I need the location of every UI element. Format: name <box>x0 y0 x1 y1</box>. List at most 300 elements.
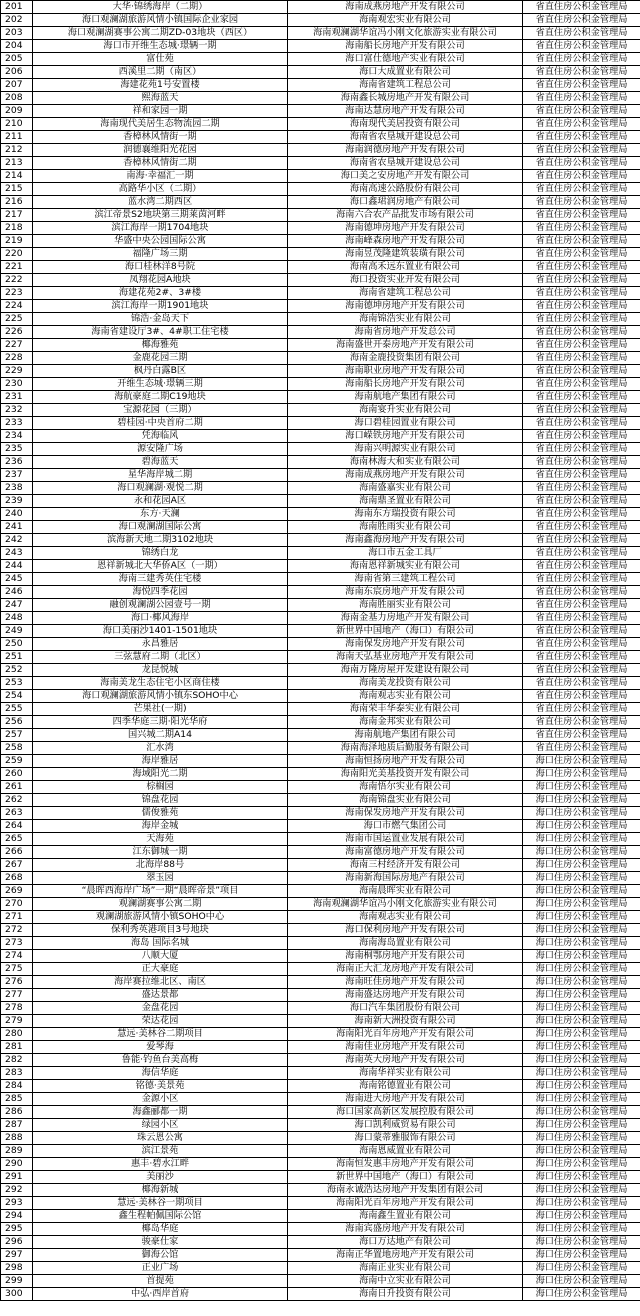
table-row <box>1 430 640 443</box>
project-name-cell: 源安隆广场 <box>33 443 288 456</box>
row-number-cell: 263 <box>1 807 33 820</box>
table-row <box>1 118 640 131</box>
row-number-cell: 249 <box>1 625 33 638</box>
row-number-cell: 297 <box>1 1249 33 1262</box>
fund-authority-cell: 省直住房公积金管理局 <box>523 118 640 131</box>
fund-authority-cell: 海口住房公积金管理局 <box>523 768 640 781</box>
fund-authority-cell: 海口住房公积金管理局 <box>523 781 640 794</box>
project-name-cell: 慧远·美林谷一期项目 <box>33 1197 288 1210</box>
developer-name-cell: 海南六合农产品批发市场有限公司 <box>288 209 523 222</box>
developer-name-cell: 海南鑫长城房地产开发有限公司 <box>288 92 523 105</box>
project-name-cell: 锦绣白龙 <box>33 547 288 560</box>
project-name-cell: 国兴城二期A14 <box>33 729 288 742</box>
row-number-cell: 268 <box>1 872 33 885</box>
developer-name-cell: 海口碧桂园置业有限公司 <box>288 417 523 430</box>
project-name-cell: 汇水湾 <box>33 742 288 755</box>
developer-name-cell: 海南润德房地产开发有限公司 <box>288 144 523 157</box>
fund-authority-cell: 海口住房公积金管理局 <box>523 807 640 820</box>
developer-name-cell: 海南鑫海房地产开发有限公司 <box>288 534 523 547</box>
developer-name-cell: 海口汽车集团股份有限公司 <box>288 1002 523 1015</box>
developer-name-cell: 海南省建筑工程总公司 <box>288 287 523 300</box>
project-name-cell: 海建花苑1号安置楼 <box>33 79 288 92</box>
developer-name-cell: 海南观澜湖华谊冯小刚文化旅游实业有限公司 <box>288 898 523 911</box>
project-name-cell: 碧桂园·中央首府二期 <box>33 417 288 430</box>
row-number-cell: 220 <box>1 248 33 261</box>
project-name-cell: 华盛中央公园国际公寓 <box>33 235 288 248</box>
fund-authority-cell: 海口住房公积金管理局 <box>523 1054 640 1067</box>
developer-name-cell: 海南达慧房地产开发有限公司 <box>288 105 523 118</box>
row-number-cell: 214 <box>1 170 33 183</box>
table-row <box>1 183 640 196</box>
project-name-cell: 美丽沙 <box>33 1171 288 1184</box>
developer-name-cell: 海南东方瑞投资有限公司 <box>288 508 523 521</box>
fund-authority-cell: 海口住房公积金管理局 <box>523 976 640 989</box>
row-number-cell: 287 <box>1 1119 33 1132</box>
fund-authority-cell: 省直住房公积金管理局 <box>523 469 640 482</box>
table-row <box>1 313 640 326</box>
table-row <box>1 989 640 1002</box>
developer-name-cell: 海口富仕德地产实业有限公司 <box>288 53 523 66</box>
row-number-cell: 202 <box>1 14 33 27</box>
table-row <box>1 27 640 40</box>
row-number-cell: 285 <box>1 1093 33 1106</box>
table-row <box>1 469 640 482</box>
table-row <box>1 105 640 118</box>
row-number-cell: 204 <box>1 40 33 53</box>
developer-name-cell: 海南盛嘉实业有限公司 <box>288 482 523 495</box>
project-name-cell: 西溪里二期（南区） <box>33 66 288 79</box>
developer-name-cell: 海南船长房地产开发有限公司 <box>288 40 523 53</box>
project-name-cell: 海口·椰风海岸 <box>33 612 288 625</box>
table-row <box>1 1288 640 1301</box>
developer-name-cell: 海口鑫珺润房地产有限公司 <box>288 196 523 209</box>
developer-name-cell: 海南省农垦城开建设总公司 <box>288 157 523 170</box>
table-row <box>1 508 640 521</box>
developer-name-cell: 海南职业房地产开发有限公司 <box>288 365 523 378</box>
developer-name-cell: 海南锦浩实业有限公司 <box>288 313 523 326</box>
row-number-cell: 215 <box>1 183 33 196</box>
fund-authority-cell: 省直住房公积金管理局 <box>523 300 640 313</box>
table-row <box>1 950 640 963</box>
project-name-cell: 海南三建秀英住宅楼 <box>33 573 288 586</box>
table-row <box>1 638 640 651</box>
fund-authority-cell: 省直住房公积金管理局 <box>523 495 640 508</box>
developer-name-cell: 海南金鹿投资集团有限公司 <box>288 352 523 365</box>
row-number-cell: 252 <box>1 664 33 677</box>
fund-authority-cell: 海口住房公积金管理局 <box>523 911 640 924</box>
row-number-cell: 270 <box>1 898 33 911</box>
developer-name-cell: 海南省建筑工程总公司 <box>288 79 523 92</box>
fund-authority-cell: 海口住房公积金管理局 <box>523 794 640 807</box>
table-row <box>1 1275 640 1288</box>
project-name-cell: “晨晖西海岸广场”一期“晨晖帝景”项目 <box>33 885 288 898</box>
fund-authority-cell: 省直住房公积金管理局 <box>523 131 640 144</box>
project-name-cell: 海口观澜湖·观悦二期 <box>33 482 288 495</box>
row-number-cell: 217 <box>1 209 33 222</box>
fund-authority-cell: 海口住房公积金管理局 <box>523 1132 640 1145</box>
row-number-cell: 243 <box>1 547 33 560</box>
developer-name-cell: 海南恩威置业有限公司 <box>288 1145 523 1158</box>
developer-name-cell: 海口嵘铁房地产开发有限公司 <box>288 430 523 443</box>
fund-authority-cell: 海口住房公积金管理局 <box>523 1275 640 1288</box>
table-row <box>1 937 640 950</box>
project-name-cell: 海岸雅居 <box>33 755 288 768</box>
row-number-cell: 259 <box>1 755 33 768</box>
fund-authority-cell: 海口住房公积金管理局 <box>523 1067 640 1080</box>
fund-authority-cell: 省直住房公积金管理局 <box>523 521 640 534</box>
table-row <box>1 898 640 911</box>
project-name-cell: 海口观澜湖赛事公寓二期ZD-03地块（西区） <box>33 27 288 40</box>
table-row <box>1 274 640 287</box>
fund-authority-cell: 海口住房公积金管理局 <box>523 1028 640 1041</box>
fund-authority-cell: 省直住房公积金管理局 <box>523 248 640 261</box>
row-number-cell: 232 <box>1 404 33 417</box>
project-name-cell: 江东御城一期 <box>33 846 288 859</box>
developer-name-cell: 海口市五金工具厂 <box>288 547 523 560</box>
row-number-cell: 293 <box>1 1197 33 1210</box>
fund-authority-cell: 省直住房公积金管理局 <box>523 599 640 612</box>
project-name-cell: 爱琴海 <box>33 1041 288 1054</box>
table-row <box>1 885 640 898</box>
developer-name-cell: 海南美龙投资有限公司 <box>288 677 523 690</box>
row-number-cell: 250 <box>1 638 33 651</box>
project-name-cell: 北海岸88号 <box>33 859 288 872</box>
row-number-cell: 257 <box>1 729 33 742</box>
project-name-cell: 八顺大厦 <box>33 950 288 963</box>
table-row <box>1 729 640 742</box>
project-name-cell: 椰海新城 <box>33 1184 288 1197</box>
row-number-cell: 266 <box>1 846 33 859</box>
table-row <box>1 716 640 729</box>
row-number-cell: 227 <box>1 339 33 352</box>
fund-authority-cell: 省直住房公积金管理局 <box>523 27 640 40</box>
table-row <box>1 781 640 794</box>
row-number-cell: 226 <box>1 326 33 339</box>
table-row <box>1 625 640 638</box>
table-row <box>1 1197 640 1210</box>
table-row <box>1 976 640 989</box>
project-name-cell: 观澜湖赛事公寓二期 <box>33 898 288 911</box>
table-row <box>1 573 640 586</box>
developer-name-cell: 海南佳业房地产开发有限公司 <box>288 1041 523 1054</box>
fund-authority-cell: 省直住房公积金管理局 <box>523 326 640 339</box>
row-number-cell: 296 <box>1 1236 33 1249</box>
project-name-cell: 盛达景都 <box>33 989 288 1002</box>
fund-authority-cell: 省直住房公积金管理局 <box>523 482 640 495</box>
project-name-cell: 御海公馆 <box>33 1249 288 1262</box>
developer-name-cell: 海南盛世开泰房地产开发有限公司 <box>288 339 523 352</box>
table-row <box>1 1223 640 1236</box>
fund-authority-cell: 省直住房公积金管理局 <box>523 508 640 521</box>
table-row <box>1 209 640 222</box>
row-number-cell: 294 <box>1 1210 33 1223</box>
row-number-cell: 233 <box>1 417 33 430</box>
developer-name-cell: 海南华祥实业有限公司 <box>288 1067 523 1080</box>
table-row <box>1 521 640 534</box>
row-number-cell: 228 <box>1 352 33 365</box>
row-number-cell: 260 <box>1 768 33 781</box>
project-name-cell: 金源小区 <box>33 1093 288 1106</box>
project-name-cell: 骏豪仕家 <box>33 1236 288 1249</box>
project-name-cell: 海口桂林洋8号院 <box>33 261 288 274</box>
row-number-cell: 225 <box>1 313 33 326</box>
fund-authority-cell: 海口住房公积金管理局 <box>523 950 640 963</box>
project-name-cell: 海口观澜湖国际公寓 <box>33 521 288 534</box>
project-name-cell: 儒俊雅苑 <box>33 807 288 820</box>
fund-authority-cell: 海口住房公积金管理局 <box>523 1002 640 1015</box>
table-row <box>1 196 640 209</box>
project-name-cell: 福隆广场三期 <box>33 248 288 261</box>
developer-name-cell: 海南海泽地质后勤服务有限公司 <box>288 742 523 755</box>
developer-name-cell: 海南中立实业有限公司 <box>288 1275 523 1288</box>
developer-name-cell: 海南金基力房地产开发有限公司 <box>288 612 523 625</box>
fund-authority-cell: 省直住房公积金管理局 <box>523 586 640 599</box>
project-name-cell: 金鹿花园三期 <box>33 352 288 365</box>
row-number-cell: 280 <box>1 1028 33 1041</box>
project-name-cell: 海南现代美居生态物流园二期 <box>33 118 288 131</box>
row-number-cell: 236 <box>1 456 33 469</box>
developer-name-cell: 海南进大房地产开发有限公司 <box>288 1093 523 1106</box>
developer-name-cell: 海南恩祥新城实业有限公司 <box>288 560 523 573</box>
fund-authority-cell: 海口住房公积金管理局 <box>523 1158 640 1171</box>
fund-authority-cell: 省直住房公积金管理局 <box>523 716 640 729</box>
fund-authority-cell: 海口住房公积金管理局 <box>523 1106 640 1119</box>
project-name-cell: 海南美龙生态住宅小区商住楼 <box>33 677 288 690</box>
row-number-cell: 244 <box>1 560 33 573</box>
fund-authority-cell: 省直住房公积金管理局 <box>523 170 640 183</box>
row-number-cell: 291 <box>1 1171 33 1184</box>
developer-name-cell: 海南德坤房地产开发有限公司 <box>288 300 523 313</box>
developer-name-cell: 海南观志实业有限公司 <box>288 911 523 924</box>
project-name-cell: 海悦四季花园 <box>33 586 288 599</box>
fund-authority-cell: 海口住房公积金管理局 <box>523 1041 640 1054</box>
developer-name-cell: 海南宾盛房地产开发有限公司 <box>288 1223 523 1236</box>
project-name-cell: 海口美丽沙1401-1501地块 <box>33 625 288 638</box>
row-number-cell: 209 <box>1 105 33 118</box>
developer-name-cell: 海南铭德置业有限公司 <box>288 1080 523 1093</box>
row-number-cell: 253 <box>1 677 33 690</box>
row-number-cell: 267 <box>1 859 33 872</box>
developer-name-cell: 海南宴升实业有限公司 <box>288 404 523 417</box>
row-number-cell: 216 <box>1 196 33 209</box>
project-name-cell: 高路华小区（二期） <box>33 183 288 196</box>
table-row <box>1 1041 640 1054</box>
table-row <box>1 300 640 313</box>
project-name-cell: 东方·天澜 <box>33 508 288 521</box>
fund-authority-cell: 海口住房公积金管理局 <box>523 1236 640 1249</box>
table-row <box>1 664 640 677</box>
fund-authority-cell: 海口住房公积金管理局 <box>523 1145 640 1158</box>
row-number-cell: 273 <box>1 937 33 950</box>
project-name-cell: 正业广场 <box>33 1262 288 1275</box>
project-name-cell: 凤翔花园A地块 <box>33 274 288 287</box>
table-row <box>1 534 640 547</box>
table-row <box>1 677 640 690</box>
table-row <box>1 612 640 625</box>
developer-name-cell: 海南胜丽实业有限公司 <box>288 599 523 612</box>
row-number-cell: 203 <box>1 27 33 40</box>
row-number-cell: 278 <box>1 1002 33 1015</box>
fund-authority-cell: 省直住房公积金管理局 <box>523 209 640 222</box>
fund-authority-cell: 省直住房公积金管理局 <box>523 404 640 417</box>
row-number-cell: 210 <box>1 118 33 131</box>
row-number-cell: 234 <box>1 430 33 443</box>
developer-name-cell: 海南海岛置业有限公司 <box>288 937 523 950</box>
table-row <box>1 144 640 157</box>
developer-name-cell: 海南鑫生置业有限公司 <box>288 1210 523 1223</box>
project-name-cell: 滨江景苑 <box>33 1145 288 1158</box>
row-number-cell: 211 <box>1 131 33 144</box>
project-name-cell: 棕榈园 <box>33 781 288 794</box>
developer-name-cell: 海南昱茂隆建筑装璜有限公司 <box>288 248 523 261</box>
developer-name-cell: 海南英大房地产开发有限公司 <box>288 1054 523 1067</box>
row-number-cell: 213 <box>1 157 33 170</box>
table-row <box>1 807 640 820</box>
fund-authority-cell: 省直住房公积金管理局 <box>523 261 640 274</box>
table-row <box>1 755 640 768</box>
developer-name-cell: 海南日升投资有限公司 <box>288 1288 523 1301</box>
row-number-cell: 235 <box>1 443 33 456</box>
project-name-cell: 芒果社(一期) <box>33 703 288 716</box>
project-name-cell: 龙昆悦城 <box>33 664 288 677</box>
fund-authority-cell: 省直住房公积金管理局 <box>523 378 640 391</box>
row-number-cell: 238 <box>1 482 33 495</box>
row-number-cell: 276 <box>1 976 33 989</box>
table-row <box>1 651 640 664</box>
row-number-cell: 222 <box>1 274 33 287</box>
developer-name-cell: 海南阳光美基投资开发有限公司 <box>288 768 523 781</box>
row-number-cell: 275 <box>1 963 33 976</box>
project-name-cell: 海航豪庭二期C19地块 <box>33 391 288 404</box>
row-number-cell: 256 <box>1 716 33 729</box>
project-name-cell: 海岛 国际名城 <box>33 937 288 950</box>
table-row <box>1 456 640 469</box>
row-number-cell: 242 <box>1 534 33 547</box>
row-number-cell: 254 <box>1 690 33 703</box>
row-number-cell: 229 <box>1 365 33 378</box>
row-number-cell: 247 <box>1 599 33 612</box>
project-name-cell: 珠云恩公寓 <box>33 1132 288 1145</box>
row-number-cell: 208 <box>1 92 33 105</box>
row-number-cell: 245 <box>1 573 33 586</box>
developer-name-cell: 海南鼎圣置业有限公司 <box>288 495 523 508</box>
table-row <box>1 352 640 365</box>
row-number-cell: 255 <box>1 703 33 716</box>
table-row <box>1 1158 640 1171</box>
developer-name-cell: 海南新海国际房地产有限公司 <box>288 872 523 885</box>
project-name-cell: 润德襄维阳光花园 <box>33 144 288 157</box>
project-name-cell: 凭海临风 <box>33 430 288 443</box>
developer-name-cell: 海南盛达房地产开发有限公司 <box>288 989 523 1002</box>
fund-authority-cell: 海口住房公积金管理局 <box>523 924 640 937</box>
row-number-cell: 282 <box>1 1054 33 1067</box>
fund-authority-cell: 海口住房公积金管理局 <box>523 1262 640 1275</box>
row-number-cell: 258 <box>1 742 33 755</box>
developer-name-cell: 海南恒扬房地产开发有限公司 <box>288 755 523 768</box>
table-row <box>1 14 640 27</box>
row-number-cell: 265 <box>1 833 33 846</box>
table-row <box>1 261 640 274</box>
fund-authority-cell: 省直住房公积金管理局 <box>523 157 640 170</box>
developer-name-cell: 海口大成置业有限公司 <box>288 66 523 79</box>
row-number-cell: 272 <box>1 924 33 937</box>
developer-name-cell: 海南阳光百年房地产开发有限公司 <box>288 1028 523 1041</box>
project-name-cell: 翠玉园 <box>33 872 288 885</box>
developer-name-cell: 海南保发房地产开发有限公司 <box>288 638 523 651</box>
table-row <box>1 846 640 859</box>
table-row <box>1 222 640 235</box>
project-name-cell: 椰海雅苑 <box>33 339 288 352</box>
fund-authority-cell: 省直住房公积金管理局 <box>523 105 640 118</box>
table-row <box>1 1 640 14</box>
project-name-cell: 大华·锦绣海岸（二期） <box>33 1 288 14</box>
row-number-cell: 289 <box>1 1145 33 1158</box>
fund-authority-cell: 省直住房公积金管理局 <box>523 274 640 287</box>
fund-authority-cell: 省直住房公积金管理局 <box>523 638 640 651</box>
table-row <box>1 599 640 612</box>
project-name-cell: 鲁能·钓鱼台美高梅 <box>33 1054 288 1067</box>
row-number-cell: 292 <box>1 1184 33 1197</box>
developer-name-cell: 海南万隆房屋开发建设有限公司 <box>288 664 523 677</box>
fund-authority-cell: 海口住房公积金管理局 <box>523 898 640 911</box>
developer-name-cell: 新世界中国地产（海口）有限公司 <box>288 625 523 638</box>
table-row <box>1 833 640 846</box>
fund-authority-cell: 省直住房公积金管理局 <box>523 391 640 404</box>
row-number-cell: 261 <box>1 781 33 794</box>
developer-name-cell: 海南市国运置业发展有限公司 <box>288 833 523 846</box>
table-row <box>1 1080 640 1093</box>
table-row <box>1 703 640 716</box>
table-row <box>1 443 640 456</box>
fund-authority-cell: 省直住房公积金管理局 <box>523 66 640 79</box>
row-number-cell: 237 <box>1 469 33 482</box>
fund-authority-cell: 省直住房公积金管理局 <box>523 1 640 14</box>
row-number-cell: 298 <box>1 1262 33 1275</box>
developer-name-cell: 海南现代美居投资有限公司 <box>288 118 523 131</box>
developer-name-cell: 海南旺佳房地产开发有限公司 <box>288 976 523 989</box>
row-number-cell: 299 <box>1 1275 33 1288</box>
table-row <box>1 742 640 755</box>
table-row <box>1 1249 640 1262</box>
developer-name-cell: 海南恒发惠丰房地产开发有限公司 <box>288 1158 523 1171</box>
fund-authority-cell: 省直住房公积金管理局 <box>523 352 640 365</box>
table-row <box>1 339 640 352</box>
developer-name-cell: 海南观澜湖华谊冯小刚文化旅游实业有限公司 <box>288 27 523 40</box>
row-number-cell: 240 <box>1 508 33 521</box>
table-row <box>1 235 640 248</box>
project-name-cell: 观澜湖旅游风情小镇SOHO中心 <box>33 911 288 924</box>
fund-authority-cell: 省直住房公积金管理局 <box>523 703 640 716</box>
table-row <box>1 1028 640 1041</box>
project-name-cell: 首提苑 <box>33 1275 288 1288</box>
fund-authority-cell: 省直住房公积金管理局 <box>523 40 640 53</box>
project-name-cell: 金盘花园 <box>33 1002 288 1015</box>
developer-name-cell: 海南阳光百年房地产开发有限公司 <box>288 1197 523 1210</box>
row-number-cell: 218 <box>1 222 33 235</box>
developer-name-cell: 海口保利房地产开发有限公司 <box>288 924 523 937</box>
fund-authority-cell: 省直住房公积金管理局 <box>523 14 640 27</box>
developer-name-cell: 海南成燕房地产开发有限公司 <box>288 469 523 482</box>
project-name-cell: 开维生态城·璟辆三期 <box>33 378 288 391</box>
fund-authority-cell: 海口住房公积金管理局 <box>523 755 640 768</box>
table-row <box>1 404 640 417</box>
project-name-cell: 枫丹白露B区 <box>33 365 288 378</box>
row-number-cell: 274 <box>1 950 33 963</box>
table-row <box>1 170 640 183</box>
row-number-cell: 295 <box>1 1223 33 1236</box>
developer-name-cell: 海南观志实业有限公司 <box>288 690 523 703</box>
table-row <box>1 66 640 79</box>
